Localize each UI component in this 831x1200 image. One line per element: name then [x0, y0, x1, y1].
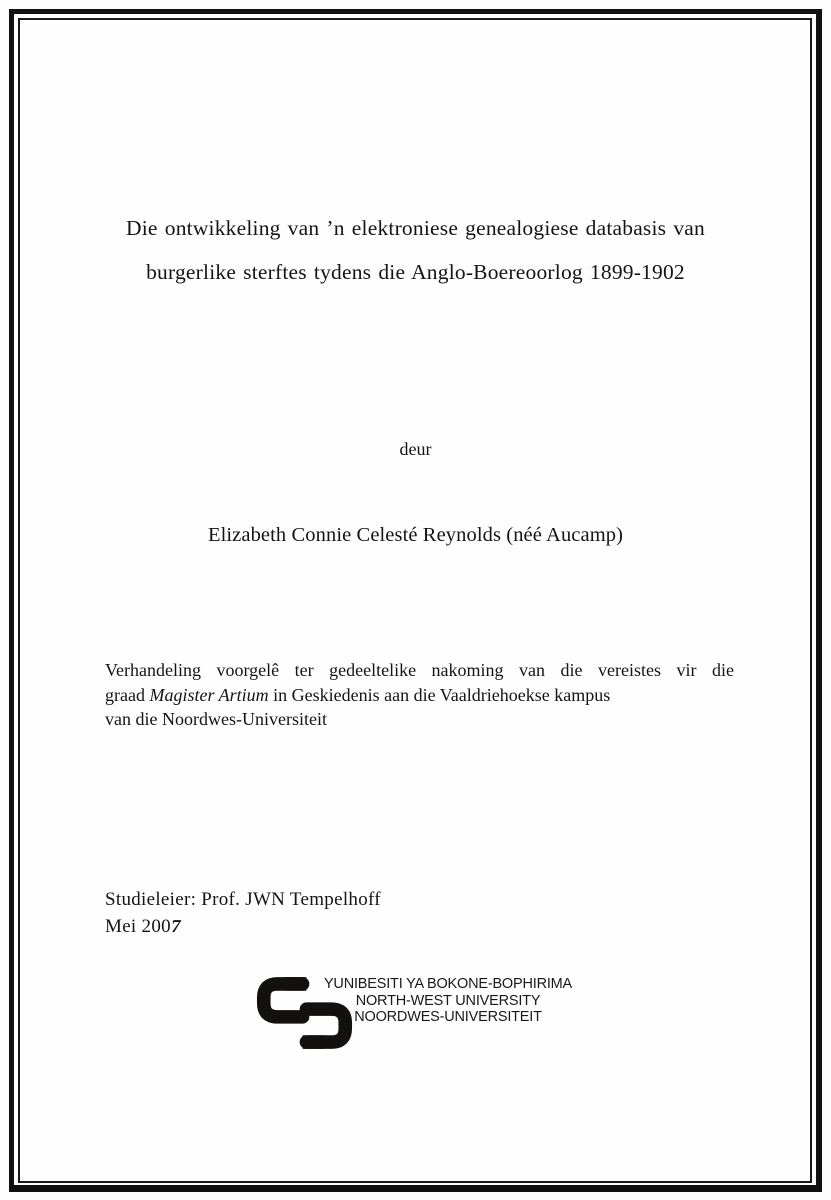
degree-statement-line1: Verhandeling voorgelê ter gedeeltelike nakoming van die vereistes vir die: [105, 660, 734, 680]
degree-statement-line2: [105, 683, 734, 708]
logo-text-english: NORTH-WEST UNIVERSITY: [355, 992, 541, 1009]
degree-statement-line2-pre: graad: [105, 684, 150, 705]
date-line: [105, 913, 181, 940]
date-last-digit: 7: [169, 916, 183, 937]
thesis-title-line1: Die ontwikkeling van ’n elektroniese genealogiese databasis van: [126, 216, 705, 240]
degree-statement-line2-post: in Geskiedenis aan die Vaaldriehoekse kampus: [268, 684, 611, 705]
author-name: Elizabeth Connie Celesté Reynolds (néé Aucamp): [207, 524, 624, 546]
degree-statement: [105, 658, 734, 732]
logo-text-afrikaans: NOORDWES-UNIVERSITEIT: [354, 1009, 542, 1025]
logo-text-setswana: YUNIBESITI YA BOKONE-BOPHIRIMA: [323, 976, 573, 992]
university-logo-text: [314, 976, 582, 1026]
supervisor-line: Studieleier: Prof. JWN Tempelhoff: [105, 889, 381, 910]
thesis-title-line2: burgerlike sterftes tydens die Anglo-Boereoorlog 1899-1902: [146, 260, 685, 284]
date-prefix: Mei 200: [105, 916, 171, 937]
degree-statement-line3: van die Noordwes-Universiteit: [105, 709, 327, 729]
byline-deur: deur: [399, 439, 432, 459]
university-logo: [256, 974, 586, 1054]
degree-name-italic: Magister Artium: [149, 684, 269, 705]
thesis-title: [60, 206, 771, 294]
